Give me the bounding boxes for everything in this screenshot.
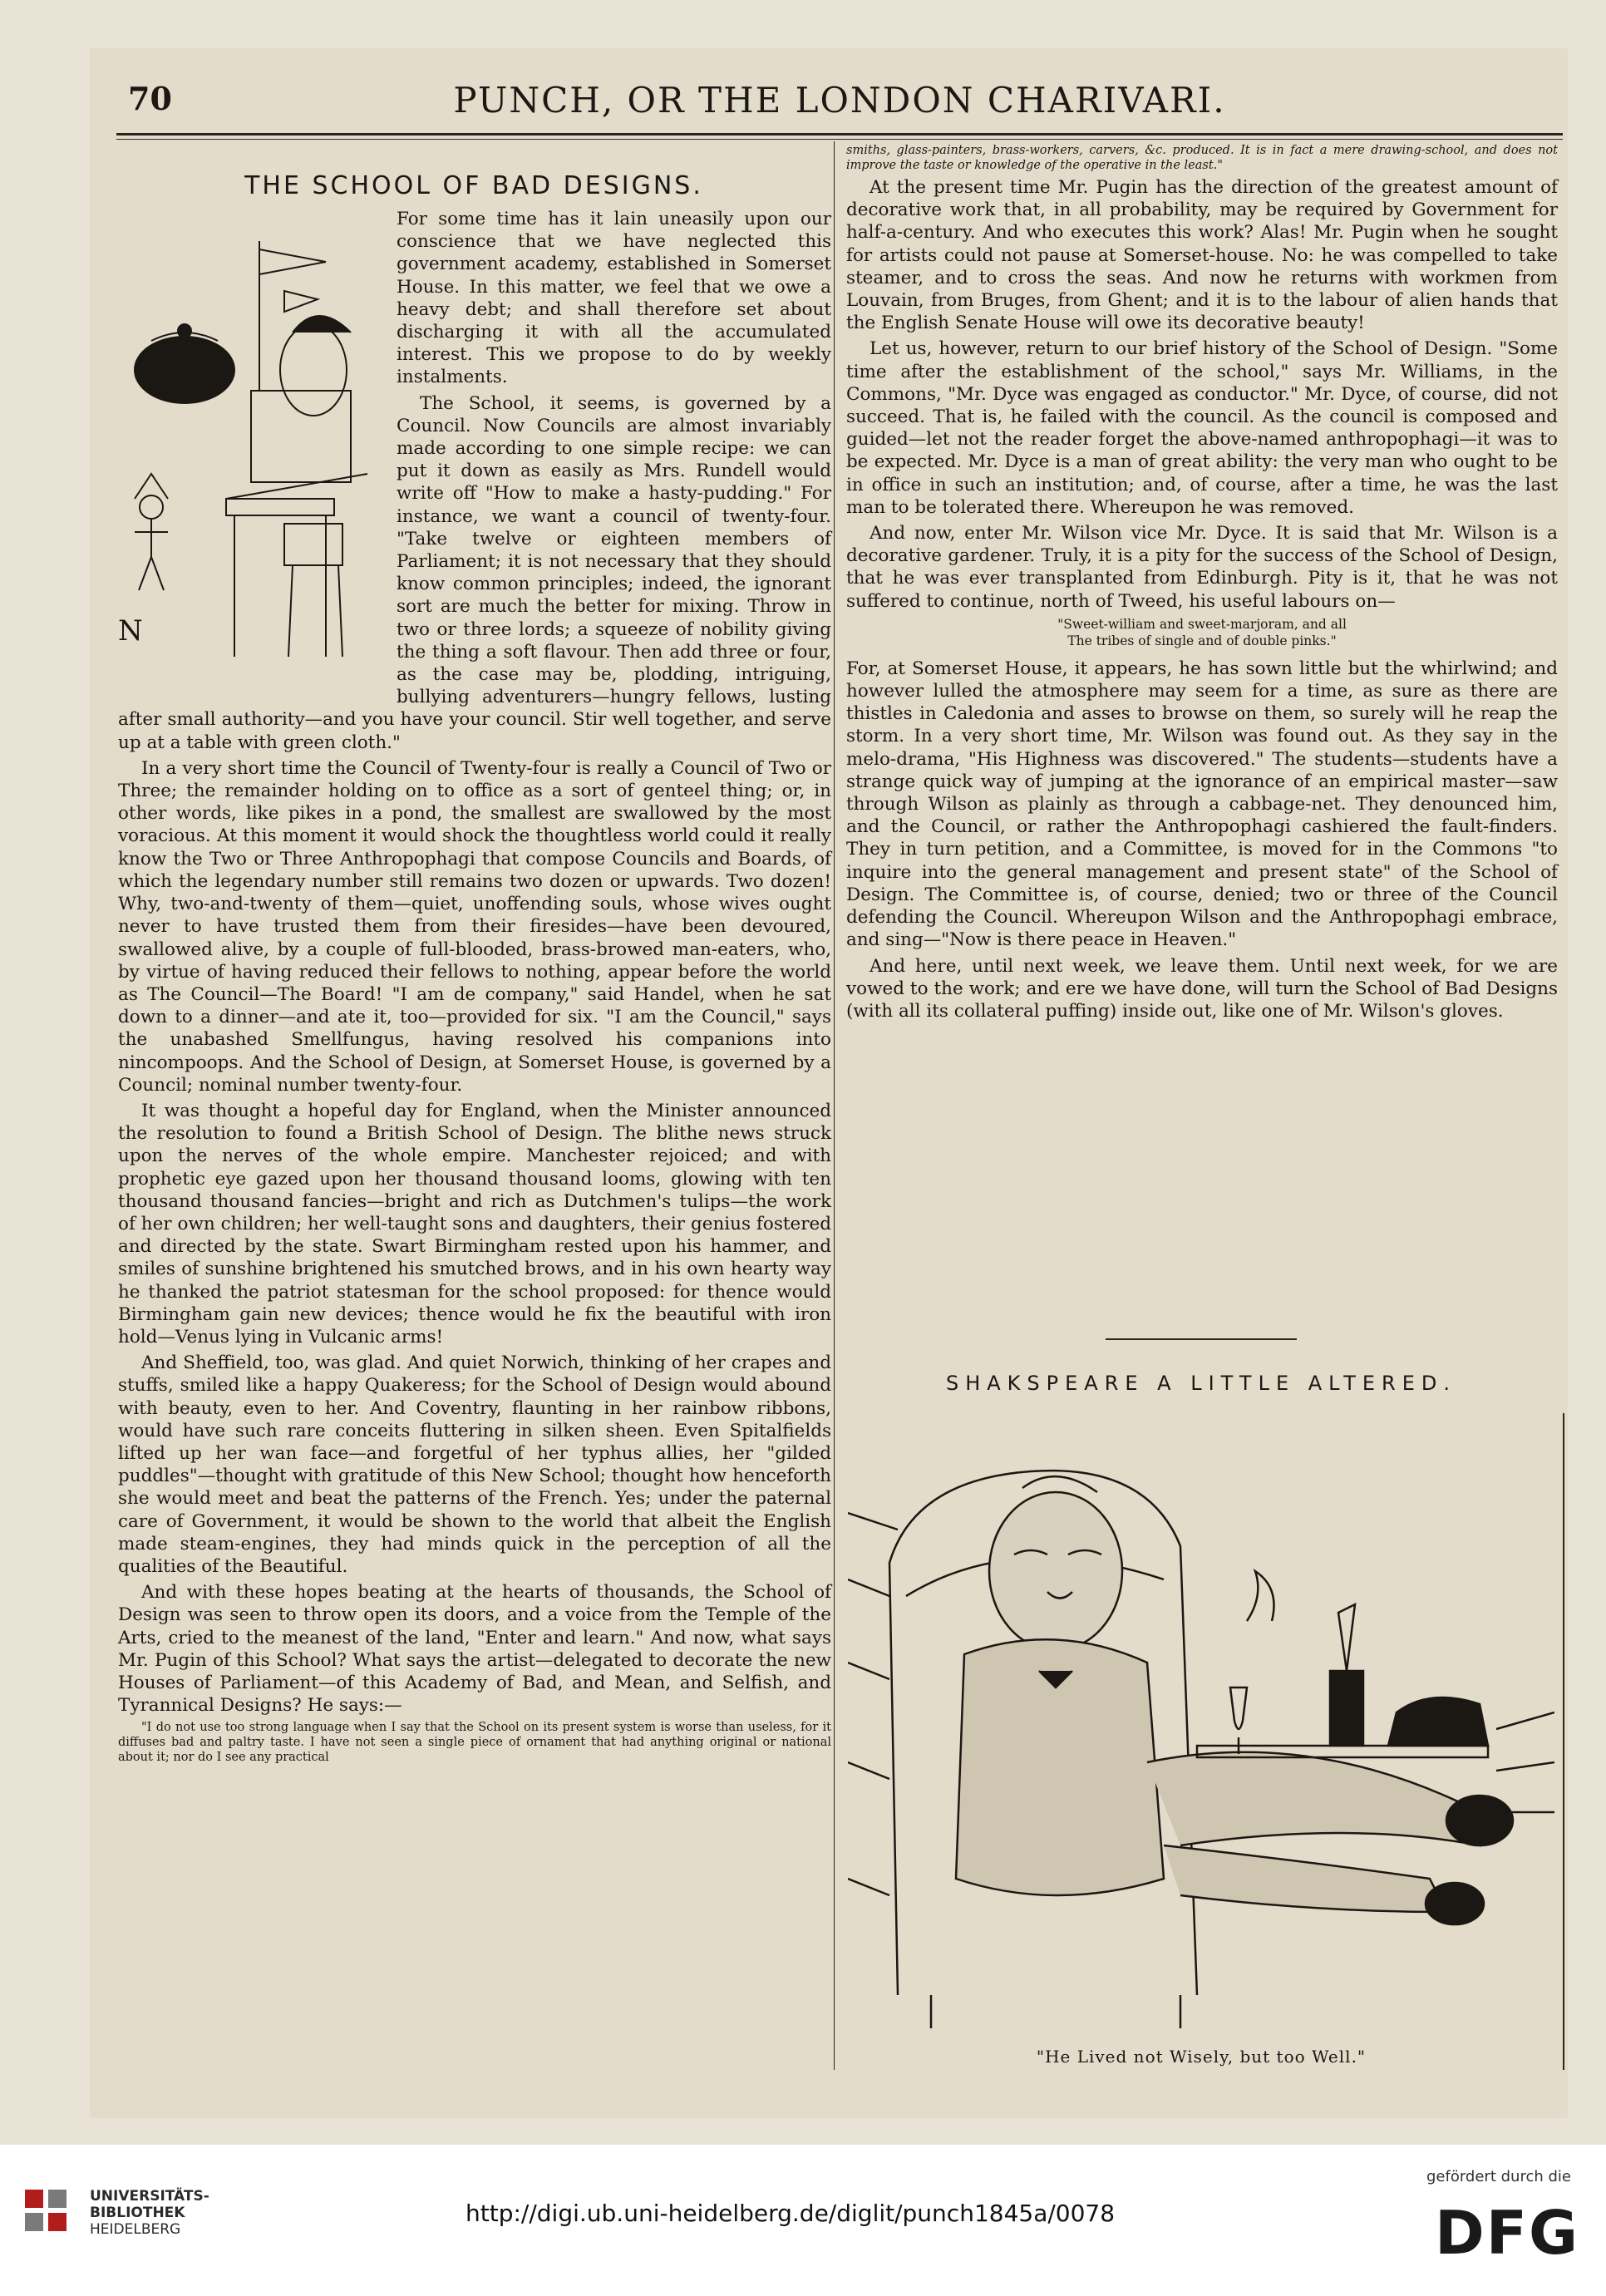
section-rule [1106, 1338, 1297, 1340]
right-paragraph: And here, until next week, we leave them. Until next week, for we are vowed to the work; and ere we have done, will turn the School of Bad Designs (with all its collateral puffing) inside out, like one of Mr. Wilson's gloves. [846, 955, 1558, 1022]
cartoon-illustration [848, 1413, 1554, 2028]
page-header [116, 80, 1563, 130]
left-paragraph: In a very short time the Council of Twenty-four is really a Council of Two or Three; the remainder holding on to office as a sort of genteel thing; or, in other words, like pikes in a pond, the smallest are swallowed by the most voracious. At this moment it would shock the thoughtless world could it really know the Two or Three Anthropophagi that compose Councils and Boards, of which the legendary number still remains two dozen or upwards. Two dozen! Why, two-and-twenty of them—quiet, unoffending souls, whose wives ought never to have trusted them from their firesides—have been devoured, swallowed alive, by a couple of full-blooded, brass-browed man-eaters, who, by virtue of having reduced their fellows to nothing, appear before the world as The Council—The Board! "I am de company," said Handel, when he sat down to a dinner—and ate it, too—provided for six. "I am the Council," says the unabashed Smellfungus, having resolved his companions into nincompoops. And the School of Design, at Somerset House, is governed by a Council; nominal number twenty-four. [118, 757, 831, 1096]
institution-name [90, 2188, 209, 2238]
university-logo-icon [20, 2185, 78, 2243]
left-paragraph: For some time has it lain uneasily upon our conscience that we have neglected this government academy, established in Somerset House. In this matter, we feel that we owe a heavy debt; and shall therefore set about discharging it with all the accumulated interest. This we propose to do by weekly instalments. [397, 209, 831, 388]
dfg-logo: DFG [1435, 2198, 1580, 2268]
figure-float [118, 208, 397, 707]
right-paragraph: At the present time Mr. Pugin has the direction of the greatest amount of decorative work that, in all probability, may be required by Government for half-a-century. And who executes this work? Alas! Mr. Pugin when he sought for artists could not pause at Somerset-house. No: he was compelled to take steamer, and to cross the seas. And now he returns with workmen from Louvain, from Bruges, from Ghent; and it is to the labour of alien hands that the English Senate House will owe its decorative beauty! [846, 177, 1558, 334]
institution-line: BIBLIOTHEK [90, 2205, 185, 2221]
left-paragraph: And Sheffield, too, was glad. And quiet Norwich, thinking of her crapes and stuffs, smiled like a happy Quakeress; for the School of Design would abound with beauty, even to her. And Coventry, flaunting in her rainbow ribbons, would have such rare conceits fluttering in silken sheen. Even Spitalfields lifted up her wan face—and forgetful of her typhus allies, her "gilded puddles"—thought with gratitude of this New School; thought how henceforth she would meet and beat the patterns of the French. Yes; under the paternal care of Government, it would be shown to the world that albeit the English made steam-engines, they had minds quick in the perception of all the qualities of the Beautiful. [118, 1352, 831, 1577]
institution-line: HEIDELBERG [90, 2221, 181, 2238]
header-rule [116, 133, 1563, 135]
sponsor-label: gefördert durch die [1426, 2168, 1571, 2185]
left-column [118, 208, 831, 1768]
article-title: THE SCHOOL OF BAD DESIGNS. [244, 171, 703, 200]
right-column [846, 143, 1558, 1026]
running-head: PUNCH, OR THE LONDON CHARIVARI. [453, 80, 1226, 121]
right-edge-rule [1563, 1413, 1564, 2070]
left-paragraph: And with these hopes beating at the hearts of thousands, the School of Design was seen to throw open its doors, and a voice from the Temple of the Arts, cried to the meanest of the land, "Enter and learn." And now, what says Mr. Pugin of this School? What says the artist—delegated to decorate the new Houses of Parliament—of this Academy of Bad, and Mean, and Selfish, and Tyrannical Designs? He says:— [118, 1582, 831, 1717]
footer-bar [0, 2145, 1606, 2296]
svg-text:N: N [118, 614, 143, 648]
institution-line: UNIVERSITÄTS- [90, 2188, 209, 2205]
right-paragraph: For, at Somerset House, it appears, he has sown little but the whirlwind; and however lulled the atmosphere may seem for a time, as sure as there are thistles in Caledonia and asses to browse on them, so surely will he reap the storm. In a very short time, Mr. Wilson was found out. As they say in the melo-drama, "His Highness was discovered." The students—students have a strange quick way of jumping at the ignorance of an empirical master—saw through Wilson as plainly as through a cabbage-net. They denounced him, and the Council, or rather the Anthropophagi cashiered the fault-finders. They in turn petition, and a Committee, is moved for in the Commons "to inquire into the general management and present state" of the School of Design. The Committee is, of course, denied; two or three of the Council defending the Council. Whereupon Wilson and the Anthropophagi embrace, and sing—"Now is there peace in Heaven." [846, 658, 1558, 951]
footnote: "I do not use too strong language when I say that the School on its present system is worse than useless, for it diffuses bad and paltry taste. I have not seen a single piece of ornament that had anything original or national about it; nor do I see any practical [118, 1721, 831, 1765]
right-paragraph: Let us, however, return to our brief history of the School of Design. "Some time after the establishment of the school," says Mr. Williams, in the Commons, "Mr. Dyce was engaged as conductor." Mr. Dyce, of course, did not succeed. That is, he failed with the council. As the council is composed and guided—let not the reader forget the above-named anthropophagi—it was to be expected. Mr. Dyce is a man of great ability: the very man who ought to be in office in such an institution; and, of course, after a time, he was the last man to be tolerated there. Whereupon he was removed. [846, 338, 1558, 518]
column-divider [834, 141, 835, 2070]
footnote-continued: smiths, glass-painters, brass-workers, carvers, &c. produced. It is in fact a mere drawing-school, and does not improve the taste or knowledge of the operative in the least." [846, 144, 1558, 172]
left-paragraph: The School, it seems, is governed by a Council. Now Councils are almost invariably made according to one simple recipe: we can put it down as easily as Mrs. Rundell would write off "How to make a hasty-pudding." For instance, we want a council of twenty-four. "Take twelve or eighteen members of Parliament; it is not necessary that they should know common principles; indeed, the ignorant sort are much the better for mixing. Throw in two or three lords; a squeeze of nobility giving the thing a soft flavour. Then add three or four, as the case may be, plodding, intriguing, bullying adventurers—hungry fellows, lusting after small authority—and you have your council. Stir well together, and serve up at a table with green cloth." [118, 392, 831, 753]
verse-line: "Sweet-william and sweet-marjoram, and all [1057, 616, 1347, 632]
verse-line: The tribes of single and of double pinks." [1067, 633, 1337, 648]
cartoon-title: SHAKSPEARE A LITTLE ALTERED. [945, 1372, 1456, 1395]
cartoon-caption: "He Lived not Wisely, but too Well." [1036, 2047, 1367, 2067]
permalink-url[interactable]: http://digi.ub.uni-heidelberg.de/diglit/punch1845a/0078 [466, 2200, 1116, 2227]
right-paragraph: And now, enter Mr. Wilson vice Mr. Dyce. It is said that Mr. Wilson is a decorative gardener. Truly, it is a pity for the success of the School of Design, that he was ever transplanted from Edinburgh. Pity is it, that he was not suffered to continue, north of Tweed, his useful labours on— [846, 523, 1558, 612]
header-rule-thin [116, 139, 1563, 140]
verse-quote [846, 616, 1558, 649]
left-paragraph: It was thought a hopeful day for England, when the Minister announced the resolution to found a British School of Design. The blithe news struck upon the nerves of the whole empire. Manchester rejoiced; and with prophetic eye gazed upon her thousand thousand looms, glowing with ten thousand thousand fancies—bright and rich as Dutchmen's tulips—the work of her own children; her well-taught sons and daughters, their genius fostered and directed by the state. Swart Birmingham rested upon his hammer, and smiles of sunshine brightened his smutched brows, and in his own hearty way he thanked the patriot statesman for the school proposed: for thence would Birmingham gain new devices; thence would he fix the beautiful with iron hold—Venus lying in Vulcanic arms! [118, 1100, 831, 1348]
page-number: 70 [128, 80, 172, 117]
